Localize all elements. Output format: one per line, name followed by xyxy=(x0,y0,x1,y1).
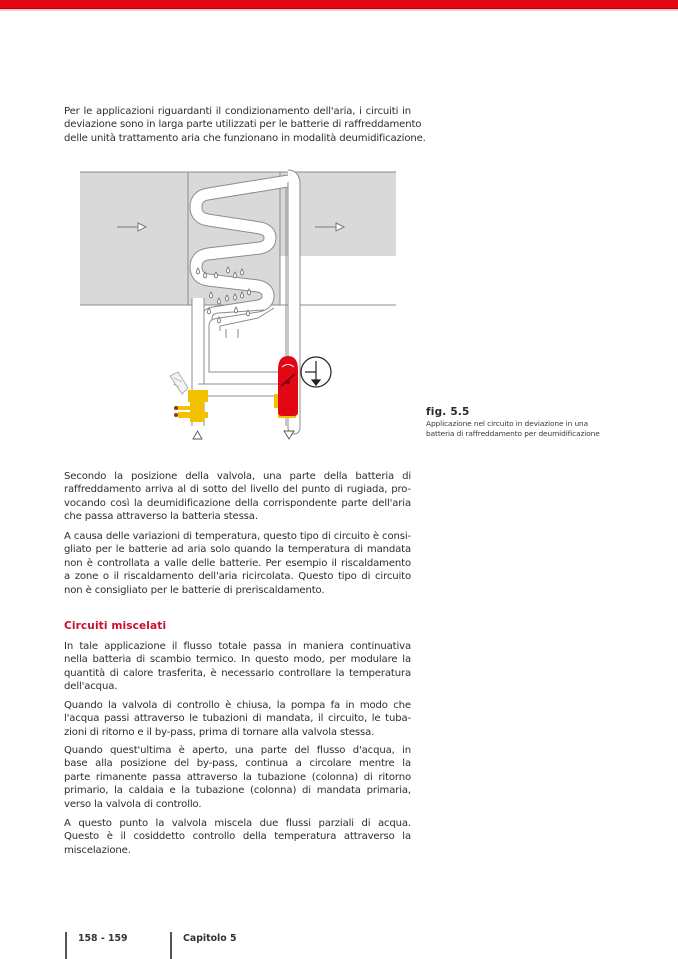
text-line: Secondo la posizione della valvola, una parte della batteria di xyxy=(64,471,411,482)
paragraph-mixing-control xyxy=(64,817,411,857)
paragraph-mixing-intro xyxy=(64,640,411,694)
text-line: verso la valvola di controllo. xyxy=(64,798,202,810)
paragraph-valve-closed xyxy=(64,699,411,739)
footer-divider xyxy=(65,932,67,959)
text-line: non è consigliato per le batterie di preriscaldamento. xyxy=(64,584,325,596)
paragraph-dew-point xyxy=(64,470,411,524)
text-line: raffreddamento arriva al di sotto del livello del punto di rugiada, pro- xyxy=(64,484,411,496)
text-line: In tale applicazione il flusso totale passa in maniera continuativa xyxy=(64,641,411,652)
duct-inlet xyxy=(80,172,188,305)
text-line: A causa delle variazioni di temperatura, questo tipo di circuito è consi- xyxy=(64,531,411,542)
figure-caption xyxy=(426,406,626,438)
text-line: parte rimanente passa attraverso la tubazione (colonna) di ritorno xyxy=(64,771,411,783)
triangle-down-icon xyxy=(284,431,294,439)
caption-line: Applicazione nel circuito in deviazione in una xyxy=(426,419,589,428)
text-line: delle unità trattamento aria che funzionano in modalità deumidificazione. xyxy=(64,132,426,144)
text-line: l'acqua passi attraverso le tubazioni di mandata, il circuito, le tuba- xyxy=(64,713,411,725)
chapter-label: Capitolo 5 xyxy=(183,933,237,944)
text-line: quantità di calore trasferita, è necessario controllare la temperatura xyxy=(64,667,411,679)
text-line: A questo punto la valvola miscela due flussi parziali di acqua. xyxy=(64,818,411,829)
text-line: che passa attraverso la batteria stessa. xyxy=(64,511,258,523)
actuator-symbol-icon xyxy=(301,357,331,387)
page-numbers: 158 - 159 xyxy=(78,933,128,944)
top-accent-bar xyxy=(0,0,678,9)
text-line: Questo è il cosiddetto controllo della temperatura attraverso la xyxy=(64,831,411,843)
paragraph-temperature-variations xyxy=(64,530,411,597)
text-line: deviazione sono in larga parte utilizzati per le batterie di raffreddamento xyxy=(64,119,422,131)
text-line: miscelazione. xyxy=(64,844,131,856)
section-heading: Circuiti miscelati xyxy=(64,620,167,632)
text-line: Quando la valvola di controllo è chiusa, la pompa fa in modo che xyxy=(64,700,411,711)
figure-label: fig. 5.5 xyxy=(426,406,470,418)
figure-caption-text xyxy=(426,419,626,438)
caption-line: batteria di raffreddamento per deumidificazione xyxy=(426,428,600,438)
footer-divider xyxy=(170,932,172,959)
figure-diagram xyxy=(78,168,408,448)
text-line: vocando così la deumidificazione della corrispondente parte dell'aria xyxy=(64,497,411,509)
intro-paragraph xyxy=(64,105,426,145)
text-line: Quando quest'ultima è aperto, una parte del flusso d'acqua, in xyxy=(64,745,411,756)
text-line: Per le applicazioni riguardanti il condizionamento dell'aria, i circuiti in xyxy=(64,106,411,117)
paragraph-valve-open xyxy=(64,744,411,811)
text-line: dell'acqua. xyxy=(64,681,118,693)
text-line: gliato per le batterie ad aria solo quando la temperatura di mandata xyxy=(64,544,411,556)
text-line: zioni di ritorno e il by-pass, prima di tornare alla valvola stessa. xyxy=(64,726,375,738)
top-accent-bar-shadow xyxy=(0,9,678,11)
text-line: a zone o il riscaldamento dell'aria ricircolata. Questo tipo di circuito xyxy=(64,571,411,583)
text-line: nella batteria di scambio termico. In questo modo, per modulare la xyxy=(64,654,411,666)
text-line: non è controllata a valle delle batterie. Per esempio il riscaldamento xyxy=(64,557,411,569)
text-line: primario, la caldaia e la tubazione (colonna) di mandata primaria, xyxy=(64,785,411,797)
triangle-up-icon xyxy=(193,431,202,439)
text-line: base alla posizione del by-pass, continua a circolare mentre la xyxy=(64,758,411,770)
